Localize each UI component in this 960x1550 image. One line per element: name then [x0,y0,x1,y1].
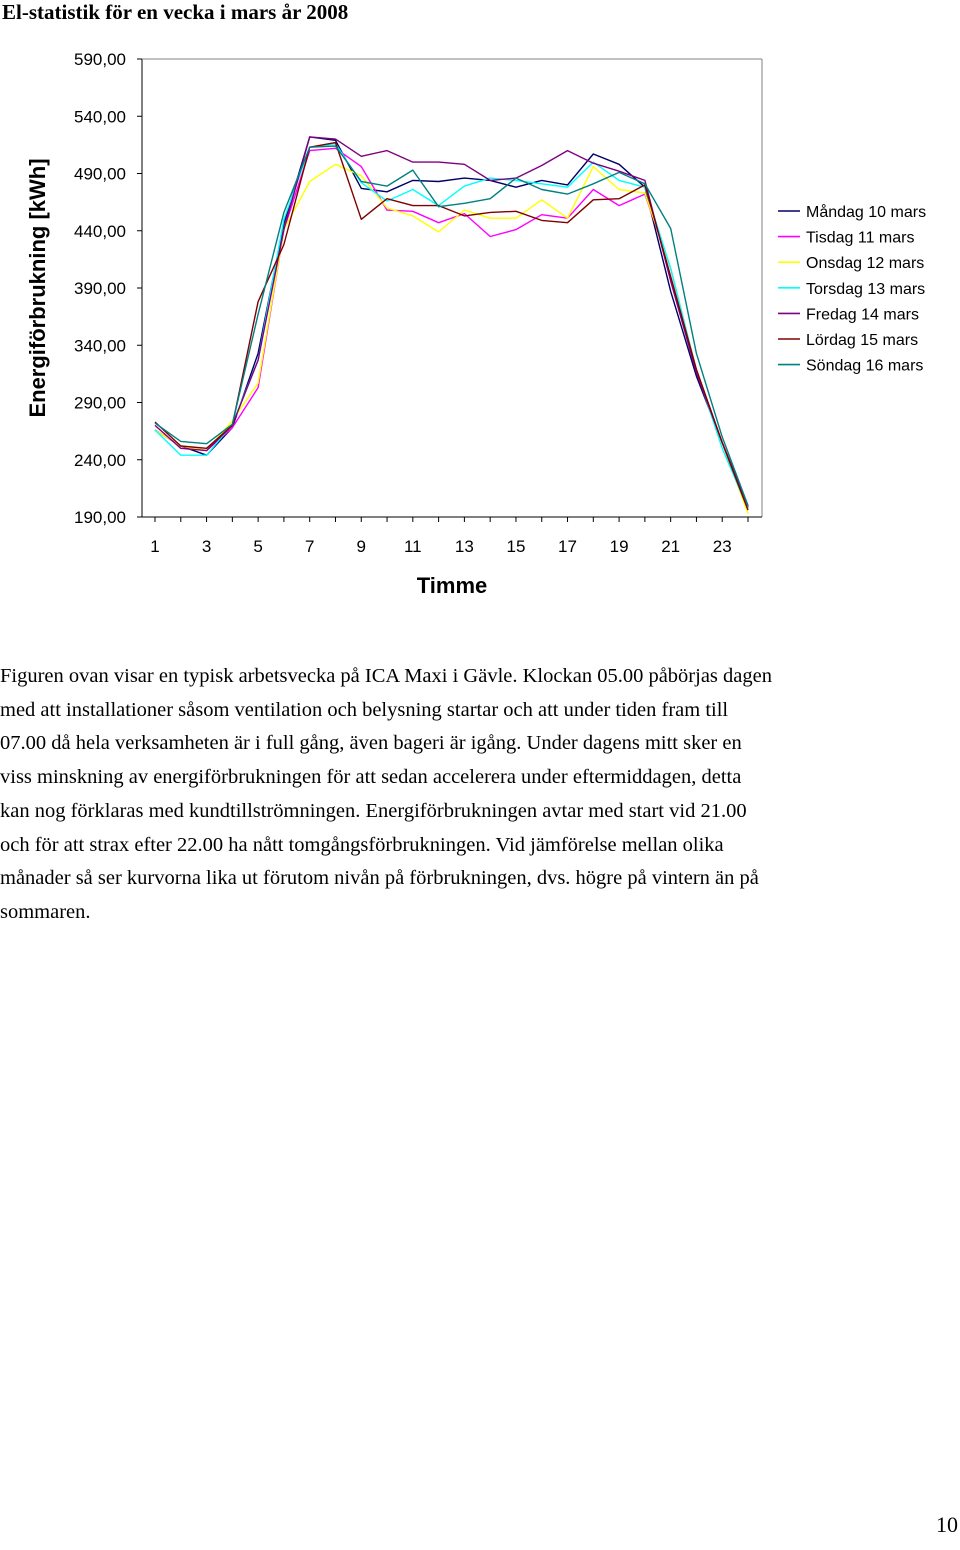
series-line-1 [155,137,748,507]
x-tick-label: 17 [558,537,577,556]
y-tick-label: 290,00 [74,393,126,413]
y-tick-label: 190,00 [74,508,126,527]
x-tick-label: 15 [506,537,526,556]
x-tick-label: 7 [304,537,315,556]
paragraph-line: och för att strax efter 22.00 ha nått tomgångsförbrukningen. Vid jämförelse mellan olika [0,833,724,856]
y-axis-label: Energiförbrukning [kWh] [25,158,50,418]
series-line-3 [155,164,748,513]
chart-legend [778,203,926,375]
paragraph-line: viss minskning av energiförbrukningen för att sedan accelerera under eftermiddagen, detta [0,766,742,789]
paragraph-line: Figuren ovan visar en typisk arbetsvecka på ICA Maxi i Gävle. Klockan 05.00 påbörjas dagen [0,665,772,687]
x-tick-label: 21 [661,537,681,556]
legend-entry-label: Onsdag 12 mars [806,255,925,273]
legend-entry-label: Lördag 15 mars [806,332,919,349]
x-tick-label: 3 [201,537,212,556]
series-lines [155,137,748,514]
paragraph-line: med att installationer såsom ventilation och belysning startar och att under tiden fram till [0,698,729,721]
plot-area [142,59,762,517]
x-tick-label: 23 [712,537,732,556]
paragraph-line: kan nog förklaras med kundtillströmningen. Energiförbrukningen avtar med start vid 21.00 [0,799,747,822]
series-line-6 [155,143,748,511]
body-paragraph [0,660,955,930]
x-tick-label: 19 [609,537,629,556]
page-number: 10 [936,1512,958,1537]
legend-entry-label: Fredag 14 mars [806,306,919,324]
y-tick-label: 490,00 [74,164,126,184]
x-tick-label: 1 [150,537,160,556]
y-tick-label: 240,00 [74,450,126,470]
series-line-7 [155,146,748,506]
paragraph-line: sommaren. [0,900,91,923]
paragraph-line: månader så ser kurvorna lika ut förutom nivån på förbrukningen, dvs. högre på vintern än på [0,867,759,890]
y-tick-label: 340,00 [74,336,126,356]
y-tick-label: 440,00 [74,221,126,241]
y-tick-label: 540,00 [74,107,126,127]
legend-entry-label: Torsdag 13 mars [806,280,926,298]
x-axis-label: Timme [416,573,488,598]
energy-line-chart [0,30,960,620]
series-line-4 [155,144,748,509]
series-line-2 [155,148,748,508]
x-tick-label: 13 [454,537,474,556]
x-axis-ticks [150,517,748,556]
legend-entry-label: Måndag 10 mars [806,204,927,221]
x-tick-label: 9 [356,537,366,556]
y-axis-ticks [74,50,142,527]
paragraph-line: 07.00 då hela verksamheten är i full gång, även bageri är igång. Under dagens mitt sker en [0,732,742,755]
y-tick-label: 390,00 [74,279,126,298]
y-tick-label: 590,00 [74,50,126,69]
document-title: El-statistik för en vecka i mars år 2008 [2,0,349,24]
legend-entry-label: Tisdag 11 mars [806,229,915,247]
x-tick-label: 11 [403,537,422,556]
legend-entry-label: Söndag 16 mars [806,357,924,375]
x-tick-label: 5 [253,537,263,556]
series-line-5 [155,137,748,506]
